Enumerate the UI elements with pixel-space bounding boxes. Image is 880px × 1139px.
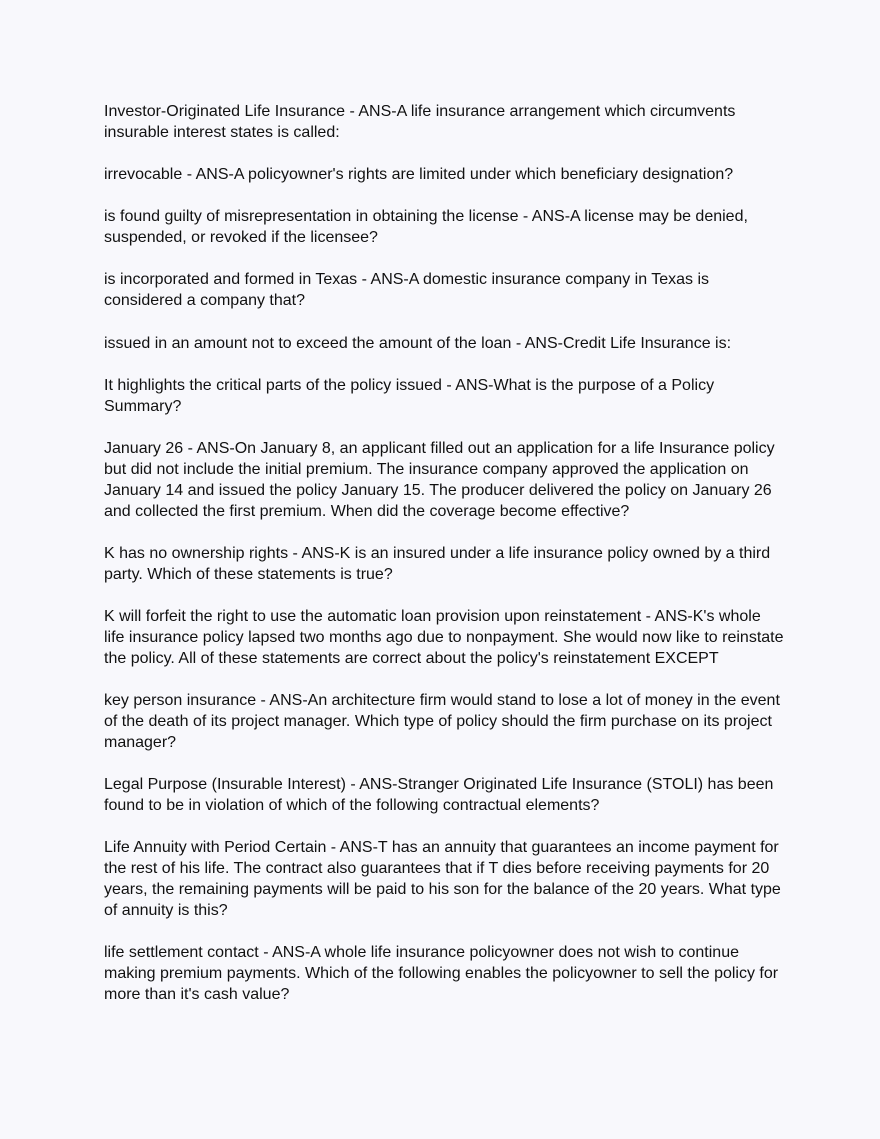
qa-entry: January 26 - ANS-On January 8, an applicant filled out an application for a life Insurance policy but did not include the initial premium. The insurance company approved the application on January 14 and issued the policy January 15. The producer delivered the policy on January 26 and collected the first premium. When did the coverage become effective?: [104, 439, 775, 520]
qa-entry: key person insurance - ANS-An architecture firm would stand to lose a lot of money in the event of the death of its project manager. Which type of policy should the firm purchase on its project manager?: [104, 691, 780, 751]
qa-entry: Investor-Originated Life Insurance - ANS-A life insurance arrangement which circumvents insurable interest states is called:: [104, 103, 736, 141]
qa-entry: irrevocable - ANS-A policyowner's rights are limited under which beneficiary designation?: [104, 166, 734, 184]
qa-entry: issued in an amount not to exceed the amount of the loan - ANS-Credit Life Insurance is:: [104, 334, 732, 352]
qa-entry: is incorporated and formed in Texas - ANS-A domestic insurance company in Texas is considered a company that?: [104, 271, 710, 310]
qa-entry: is found guilty of misrepresentation in obtaining the license - ANS-A license may be denied, suspended, or revoked if the licensee?: [104, 208, 748, 247]
qa-entry: It highlights the critical parts of the policy issued - ANS-What is the purpose of a Policy Summary?: [104, 376, 715, 415]
qa-entry: K has no ownership rights - ANS-K is an insured under a life insurance policy owned by a third party. Which of these statements is true?: [104, 544, 771, 583]
qa-entry: Life Annuity with Period Certain - ANS-T has an annuity that guarantees an income payment for the rest of his life. The contract also guarantees that if T dies before receiving payments for 20 years, the remaining payments will be paid to his son for the balance of the 20 years. What type of annuity is this?: [104, 839, 781, 919]
qa-entry: life settlement contact - ANS-A whole life insurance policyowner does not wish to continue making premium payments. Which of the following enables the policyowner to sell the policy for more than it's cash value?: [104, 943, 779, 1003]
qa-entry: Legal Purpose (Insurable Interest) - ANS-Stranger Originated Life Insurance (STOLI) has been found to be in violation of which of the following contractual elements?: [104, 775, 774, 814]
qa-entry: K will forfeit the right to use the automatic loan provision upon reinstatement - ANS-K's whole life insurance policy lapsed two months ago due to nonpayment. She would now like to reinstate the policy. All of these statements are correct about the policy's reinstatement EXCEPT: [104, 607, 784, 667]
